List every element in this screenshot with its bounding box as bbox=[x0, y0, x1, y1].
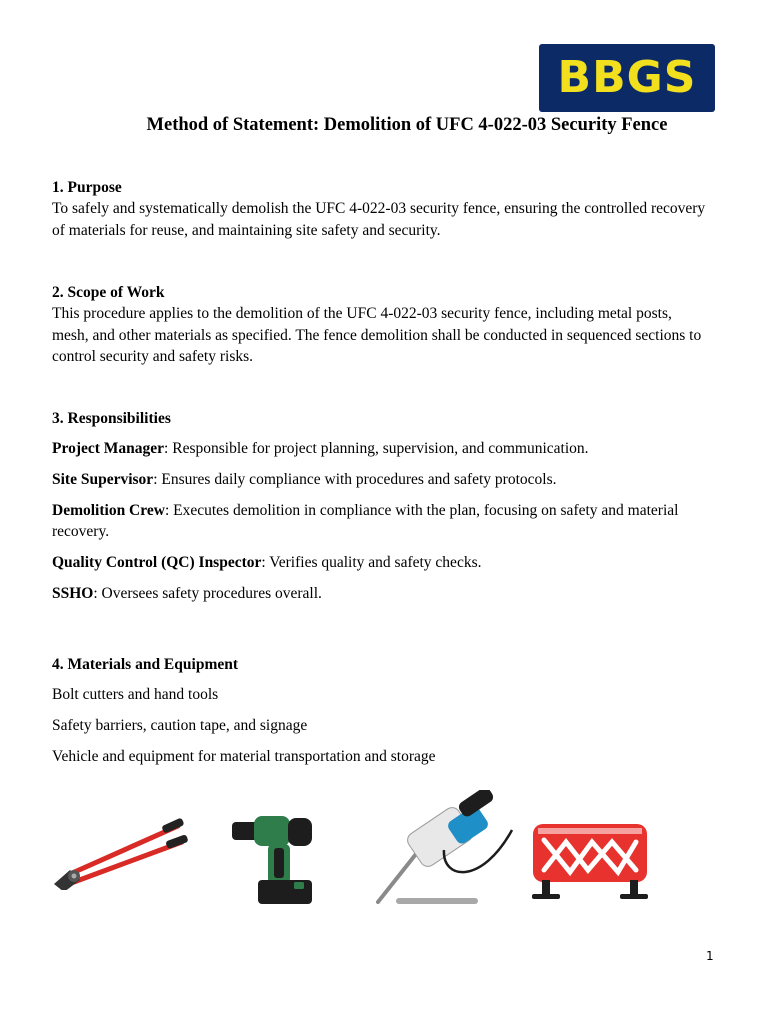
purpose-text: To safely and systematically demolish the UFC 4-022-03 security fence, ensuring the controlled recovery of materials for reuse, and maintaining site safety and security. bbox=[52, 200, 706, 239]
document-title: Method of Statement: Demolition of UFC 4-022-03 Security Fence bbox=[146, 115, 668, 135]
scope-section bbox=[52, 283, 712, 368]
role-name: Project Manager bbox=[52, 439, 165, 457]
materials-heading: 4. Materials and Equipment bbox=[52, 656, 239, 673]
material-item: Bolt cutters and hand tools bbox=[52, 686, 219, 703]
materials-section bbox=[52, 655, 712, 768]
responsibilities-heading: 3. Responsibilities bbox=[52, 409, 171, 427]
purpose-heading: 1. Purpose bbox=[52, 179, 122, 196]
purpose-section bbox=[52, 178, 712, 241]
responsibility-item bbox=[52, 438, 712, 460]
responsibility-item bbox=[52, 469, 712, 491]
page-number: 1 bbox=[706, 949, 714, 963]
scope-heading: 2. Scope of Work bbox=[52, 284, 165, 301]
material-item: Vehicle and equipment for material transportation and storage bbox=[52, 748, 436, 765]
responsibility-item bbox=[52, 500, 712, 543]
safety-barrier-icon bbox=[530, 820, 652, 902]
document-body bbox=[52, 178, 712, 777]
logo-text: BBGS bbox=[557, 52, 697, 103]
role-description: : Responsible for project planning, supervision, and communication. bbox=[164, 439, 589, 457]
role-name: Demolition Crew bbox=[52, 501, 165, 519]
material-item: Safety barriers, caution tape, and signage bbox=[52, 717, 308, 734]
role-name: Quality Control (QC) Inspector bbox=[52, 554, 262, 571]
bolt-cutter-icon bbox=[50, 800, 190, 890]
scope-text: This procedure applies to the demolition of the UFC 4-022-03 security fence, including metal posts, mesh, and other materials as specified. The fence demolition shall be conducted in sequenced sections to control security and safety risks. bbox=[52, 305, 702, 365]
role-description: : Ensures daily compliance with procedures and safety protocols. bbox=[153, 470, 557, 488]
responsibility-item bbox=[52, 583, 712, 605]
role-name: Site Supervisor bbox=[52, 470, 154, 488]
role-description: : Oversees safety procedures overall. bbox=[93, 585, 322, 602]
responsibility-item bbox=[52, 552, 712, 574]
role-name: SSHO bbox=[52, 585, 94, 602]
role-description: : Verifies quality and safety checks. bbox=[261, 554, 482, 571]
responsibilities-section bbox=[52, 409, 712, 605]
impact-wrench-icon bbox=[228, 792, 320, 910]
company-logo bbox=[539, 44, 715, 112]
demolition-hammer-icon bbox=[372, 790, 522, 910]
equipment-images bbox=[0, 780, 768, 910]
role-description: : Executes demolition in compliance with the plan, focusing on safety and material recovery. bbox=[52, 501, 679, 540]
